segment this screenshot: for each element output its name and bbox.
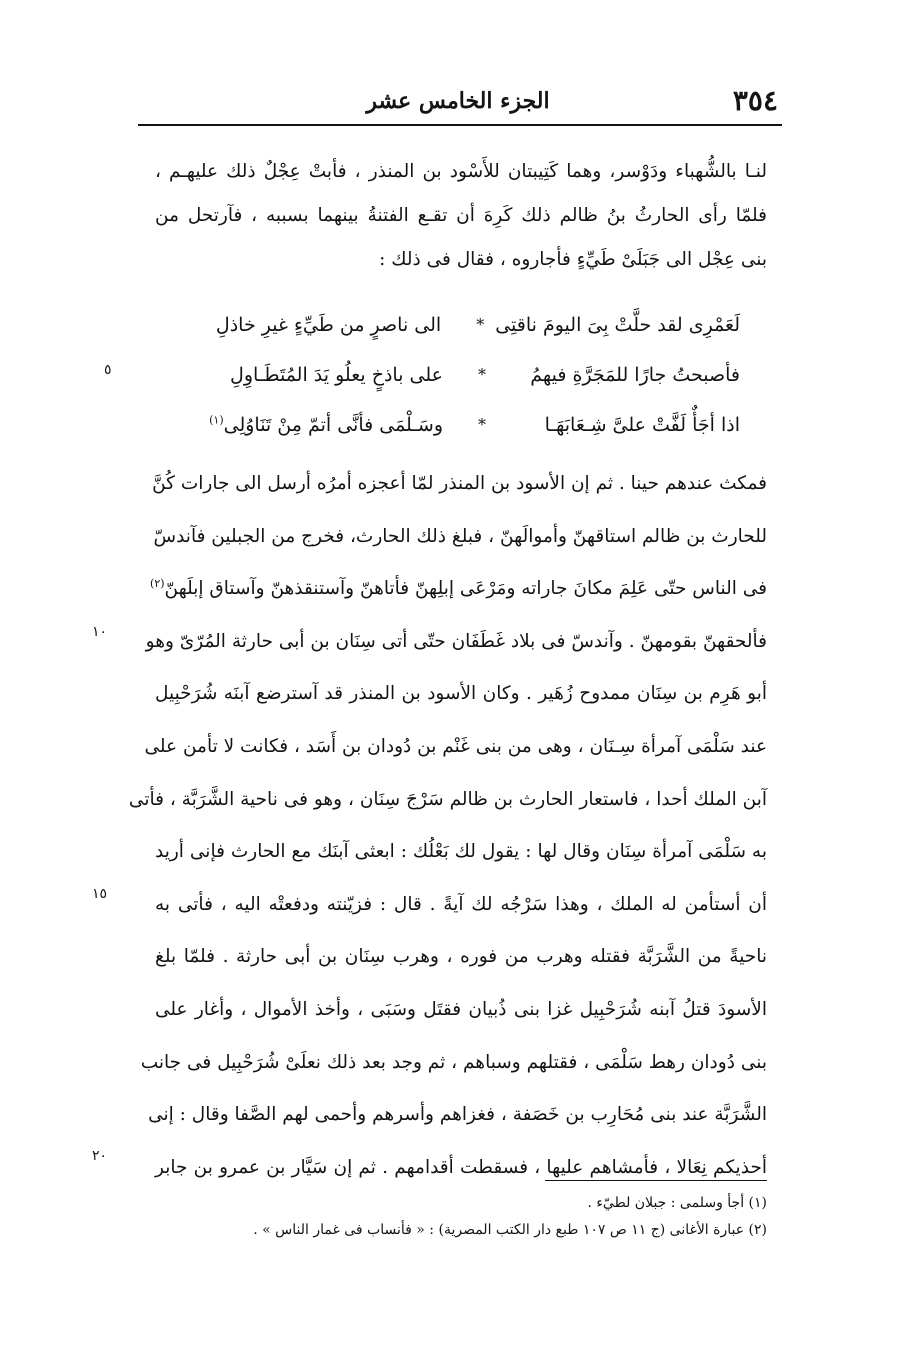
text-line: الأسودَ قتلُ آبنه شُرَحْبِيل غزا بنى ذُبيان فقتَل وسَبَى ، وأخذ الأموال ، وأغار على [155,998,767,1020]
text-line: أن أستأمن له الملك ، وهذا سَرْجُه لك آيةً . قال : فزيّنته ودفعتْه اليه ، فأتى به [155,893,767,915]
footnote-1: (١) أجأ وسلمى : جبلان لطيّء . [587,1195,767,1211]
line-number-5: ٥ [104,362,112,378]
opening-paragraph [155,150,767,282]
footnote-marker-2[interactable]: (٢) [150,577,165,591]
text-line: فمكث عندهم حينا . ثم إن الأسود بن المنذر لمّا أعجزه أمرُه أرسل الى جارات كُنَّ [152,473,767,494]
main-paragraph [128,458,767,1194]
text-line: فألحقهنّ بقومهنّ . وآندسّ فى بلاد غَطَفَان حتّى أتى سِنَان بن أبى حارثة المُرّىّ وهو [145,630,767,652]
text-line: عند سَلْمَى آمرأة سِـنَان ، وهى من بنى غَنْم بن دُودان بن أَسَد ، فكانت لا تأمن على [144,735,767,757]
page-number: ٣٥٤ [732,84,778,117]
footnote-2: (٢) عبارة الأغانى (ج ١١ ص ١٠٧ طبع دار الكتب المصرية) : « فأنساب فى غمار الناس » . [253,1222,767,1238]
text-line: لنـا بالشُّهباء ودَوْسر، وهما كَتِيبتان للأَسْود بن المنذر ، فأبتْ عِجْلٌ ذلك عليهـم ، [155,161,767,182]
verse-separator: * [478,415,486,434]
text-line: به سَلْمَى آمرأة سِنَان وقال لها : يقول لك بَعْلُك : ابعثى آبنَك مع الحارث فإنى أريد [155,841,767,863]
verse-separator: * [478,365,486,384]
verse-second-hemistich-text: وسَـلْمَى فأنَّى أتمّ مِنْ تَنَاوُلِى [223,414,443,436]
footnote-marker-1[interactable]: (١) [209,413,224,427]
text-line: للحارث بن ظالم استاقهنّ وأموالَهنّ ، فبلغ ذلك الحارث، فخرج من الجبلين فآندسّ [153,525,767,547]
verse-first-hemistich: اذا أجَأٌ لَفَّتْ علىَّ شِـعَابَهَـا [544,414,740,436]
text-line: ناحيةً من الشَّرَبَّة فقتله وهرب من فوره ، وهرب سِنَان بن أبى حارثة . فلمّا بلغ [155,946,767,968]
text-line-content: فى الناس حتّى عَلِمَ مكانَ جاراته ومَرْعَى إبلِهنّ فأتاهنّ وآستنقذهنّ وآستاق إبلَهنّ [164,578,767,600]
text-line: آبن الملك أحدا ، فاستعار الحارث بن ظالم سَرْجَ سِنَان ، وهو فى ناحية الشَّرَبَّة ، فأتى [128,788,767,810]
text-line: الشَّرَبَّة عند بنى مُحَارِب بن خَصَفة ، فغزاهم وأسرهم وأحمى لهم الصَّفا وقال : إنى [148,1104,767,1126]
text-line: بنى عِجْل الى جَبَلَىْ طَيِّءٍ فأجاروه ، فقال فى ذلك : [379,249,767,270]
verse-separator: * [476,315,485,334]
poem [200,300,740,450]
footnotes [150,1190,767,1244]
page-header [138,78,778,122]
text-line: أبو هَرِم بن سِنَان ممدوح زُهَير . وكان الأسود بن المنذر قد آسترضع آبنَه شُرَحْبِيل [155,683,767,705]
verse [200,350,740,400]
verse-second-hemistich [200,400,467,450]
header-rule [138,124,782,126]
text-line: بنى دُودان رهط سَلْمَى ، فقتلهم وسباهم ، ثم وجد بعد ذلك نعلَىْ شُرَحْبِيل فى جانب [140,1051,767,1073]
text-line: فلمّا رأى الحارثُ بنُ ظالم ذلك كَرِهَ أن تقـع الفتنةُ بينهما بسببه ، فآرتحل من [155,205,767,226]
text-line [150,563,767,616]
verse [200,400,740,450]
verse-first-hemistich: فأصبحتُ جارًا للمَجَرَّةِ فيهمُ [530,364,740,386]
text-line: أحذيكم نِعَالا ، فأمشاهم عليها ، فسقطت أقدامهم . ثم إن سَيَّار بن عمرو بن جابر [155,1156,767,1178]
line-number-20: ٢٠ [92,1148,108,1164]
footnote-rule [545,1180,767,1181]
verse-second-hemistich: على باذخٍ يعلُو يَدَ المُتَطَـاوِلِ [230,364,443,386]
verse-second-hemistich: الى ناصرٍ من طَيِّءٍ غيرِ خاذلِ [215,314,442,336]
verse-first-hemistich: لَعَمْرِى لقد حلَّتْ بِىَ اليومَ ناقتِى [495,314,740,336]
line-number-10: ١٠ [92,624,108,640]
line-number-15: ١٥ [92,886,108,902]
verse [200,300,740,350]
running-title: الجزء الخامس عشر [366,88,550,114]
